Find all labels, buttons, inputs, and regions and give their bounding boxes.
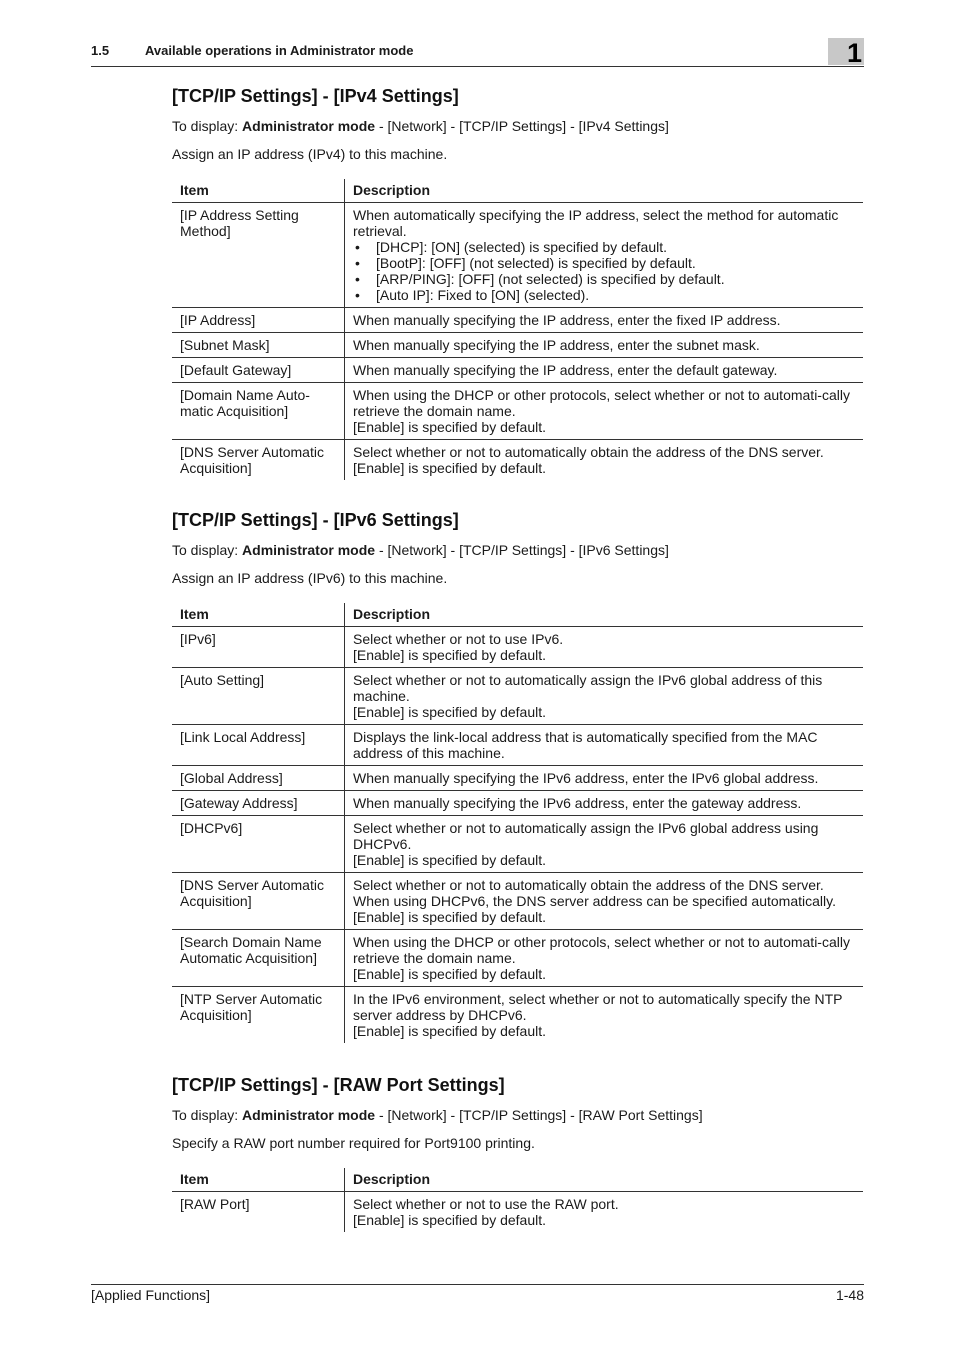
footer-page-number: 1-48 xyxy=(835,1287,864,1303)
description-line: When automatically specifying the IP address, select the method for automatic retrieval. xyxy=(353,207,839,239)
table-body xyxy=(172,627,863,1044)
table-header-row xyxy=(172,179,863,203)
row-description xyxy=(345,791,864,816)
description-line: When using the DHCP or other protocols, select whether or not to automati-cally retrieve the domain name. xyxy=(353,934,850,966)
row-description xyxy=(345,440,864,481)
table-row xyxy=(172,725,863,766)
table-row xyxy=(172,791,863,816)
description-line: [Enable] is specified by default. xyxy=(353,852,547,868)
table-row xyxy=(172,627,863,668)
description-line: [Enable] is specified by default. xyxy=(353,1212,547,1228)
section-description: Assign an IP address (IPv6) to this machine. xyxy=(172,570,448,586)
page-header xyxy=(91,40,864,67)
row-description xyxy=(345,333,864,358)
display-path-rest: - [Network] - [TCP/IP Settings] - [RAW Port Settings] xyxy=(375,1107,703,1123)
row-item: [Default Gateway] xyxy=(172,358,345,383)
footer-manual-name: [Applied Functions] xyxy=(91,1287,211,1303)
row-item: [Auto Setting] xyxy=(172,668,345,725)
section-number: 1.5 xyxy=(91,43,110,58)
display-path-prefix: To display: xyxy=(172,118,243,134)
row-description xyxy=(345,725,864,766)
table-row xyxy=(172,766,863,791)
section-ipv4 xyxy=(172,86,863,480)
row-item: [RAW Port] xyxy=(172,1192,345,1233)
row-description xyxy=(345,930,864,987)
row-description xyxy=(345,873,864,930)
row-item: [DNS Server Automatic Acquisition] xyxy=(172,873,345,930)
description-line: Select whether or not to automatically assign the IPv6 global address using DHCPv6. xyxy=(353,820,819,852)
row-description xyxy=(345,816,864,873)
description-line: When manually specifying the IP address, enter the fixed IP address. xyxy=(353,312,781,328)
description-line: Select whether or not to automatically assign the IPv6 global address of this machine. xyxy=(353,672,823,704)
section-heading: [TCP/IP Settings] - [RAW Port Settings] xyxy=(172,1075,505,1095)
settings-table xyxy=(172,179,863,480)
display-path-mode: Administrator mode xyxy=(242,542,376,558)
row-item: [Domain Name Auto-matic Acquisition] xyxy=(172,383,345,440)
table-row xyxy=(172,358,863,383)
bullet-item: • [DHCP]: [ON] (selected) is specified by default. xyxy=(353,239,856,255)
column-header-item: Item xyxy=(172,1168,345,1192)
section-title: Available operations in Administrator mode xyxy=(145,43,414,58)
table-header-row xyxy=(172,1168,863,1192)
display-path-rest: - [Network] - [TCP/IP Settings] - [IPv4 Settings] xyxy=(375,118,669,134)
display-path-mode: Administrator mode xyxy=(242,118,376,134)
table-header xyxy=(172,1168,863,1192)
description-line: [Enable] is specified by default. xyxy=(353,966,547,982)
row-item: [Link Local Address] xyxy=(172,725,345,766)
row-item: [DHCPv6] xyxy=(172,816,345,873)
bullet-list xyxy=(353,239,856,303)
description-line: When manually specifying the IP address, enter the subnet mask. xyxy=(353,337,760,353)
bullet-item: • [ARP/PING]: [OFF] (not selected) is specified by default. xyxy=(353,271,856,287)
table-header xyxy=(172,179,863,203)
description-line: Select whether or not to use the RAW port. xyxy=(353,1196,619,1212)
table-row xyxy=(172,333,863,358)
table-body xyxy=(172,203,863,481)
row-item: [IP Address] xyxy=(172,308,345,333)
description-line: [Enable] is specified by default. xyxy=(353,704,547,720)
description-line: [Enable] is specified by default. xyxy=(353,909,547,925)
page-footer xyxy=(91,1284,864,1303)
row-item: [Search Domain Name Automatic Acquisition] xyxy=(172,930,345,987)
row-description xyxy=(345,1192,864,1233)
section-heading: [TCP/IP Settings] - [IPv6 Settings] xyxy=(172,510,459,530)
column-header-item: Item xyxy=(172,179,345,203)
table-row xyxy=(172,987,863,1044)
table-row xyxy=(172,816,863,873)
row-item: [Subnet Mask] xyxy=(172,333,345,358)
section-ipv6 xyxy=(172,510,863,1043)
description-line: Select whether or not to automatically obtain the address of the DNS server. xyxy=(353,444,824,460)
table-body xyxy=(172,1192,863,1233)
row-item: [Gateway Address] xyxy=(172,791,345,816)
table-row xyxy=(172,873,863,930)
table-header xyxy=(172,603,863,627)
table-row xyxy=(172,440,863,481)
table-row xyxy=(172,930,863,987)
display-path xyxy=(172,118,863,134)
column-header-item: Item xyxy=(172,603,345,627)
display-path-prefix: To display: xyxy=(172,1107,243,1123)
description-line: When using the DHCP or other protocols, select whether or not to automati-cally retrieve the domain name. xyxy=(353,387,850,419)
row-description xyxy=(345,766,864,791)
table-row xyxy=(172,383,863,440)
row-description xyxy=(345,987,864,1044)
description-line: In the IPv6 environment, select whether or not to automatically specify the NTP server address by DHCPv6. xyxy=(353,991,843,1023)
description-line: [Enable] is specified by default. xyxy=(353,419,547,435)
section-description: Specify a RAW port number required for Port9100 printing. xyxy=(172,1135,535,1151)
display-path xyxy=(172,542,863,558)
display-path xyxy=(172,1107,863,1123)
table-row xyxy=(172,203,863,308)
row-item: [DNS Server Automatic Acquisition] xyxy=(172,440,345,481)
chapter-number: 1 xyxy=(828,38,864,65)
row-description xyxy=(345,203,864,308)
display-path-mode: Administrator mode xyxy=(242,1107,376,1123)
bullet-item: • [BootP]: [OFF] (not selected) is specified by default. xyxy=(353,255,856,271)
settings-table xyxy=(172,603,863,1043)
row-description xyxy=(345,358,864,383)
section-description: Assign an IP address (IPv4) to this machine. xyxy=(172,146,448,162)
description-line: Select whether or not to automatically obtain the address of the DNS server. When using DHCPv6, the DNS server address can be specified automatically. xyxy=(353,877,836,909)
section-raw-port xyxy=(172,1075,863,1232)
section-heading: [TCP/IP Settings] - [IPv4 Settings] xyxy=(172,86,459,106)
settings-table xyxy=(172,1168,863,1232)
row-item: [IPv6] xyxy=(172,627,345,668)
row-description xyxy=(345,627,864,668)
table-header-row xyxy=(172,603,863,627)
row-description xyxy=(345,383,864,440)
column-header-description: Description xyxy=(345,179,864,203)
description-line: When manually specifying the IPv6 address, enter the IPv6 global address. xyxy=(353,770,819,786)
description-line: When manually specifying the IP address, enter the default gateway. xyxy=(353,362,778,378)
row-description xyxy=(345,308,864,333)
description-line: [Enable] is specified by default. xyxy=(353,460,547,476)
description-line: When manually specifying the IPv6 address, enter the gateway address. xyxy=(353,795,802,811)
description-line: Select whether or not to use IPv6. xyxy=(353,631,564,647)
row-item: [Global Address] xyxy=(172,766,345,791)
column-header-description: Description xyxy=(345,603,864,627)
description-line: [Enable] is specified by default. xyxy=(353,647,547,663)
column-header-description: Description xyxy=(345,1168,864,1192)
row-item: [IP Address Setting Method] xyxy=(172,203,345,308)
display-path-rest: - [Network] - [TCP/IP Settings] - [IPv6 Settings] xyxy=(375,542,669,558)
table-row xyxy=(172,668,863,725)
description-line: [Enable] is specified by default. xyxy=(353,1023,547,1039)
description-line: Displays the link-local address that is automatically specified from the MAC address of this machine. xyxy=(353,729,818,761)
table-row xyxy=(172,308,863,333)
display-path-prefix: To display: xyxy=(172,542,243,558)
row-item: [NTP Server Automatic Acquisition] xyxy=(172,987,345,1044)
row-description xyxy=(345,668,864,725)
table-row xyxy=(172,1192,863,1233)
bullet-item: • [Auto IP]: Fixed to [ON] (selected). xyxy=(353,287,856,303)
